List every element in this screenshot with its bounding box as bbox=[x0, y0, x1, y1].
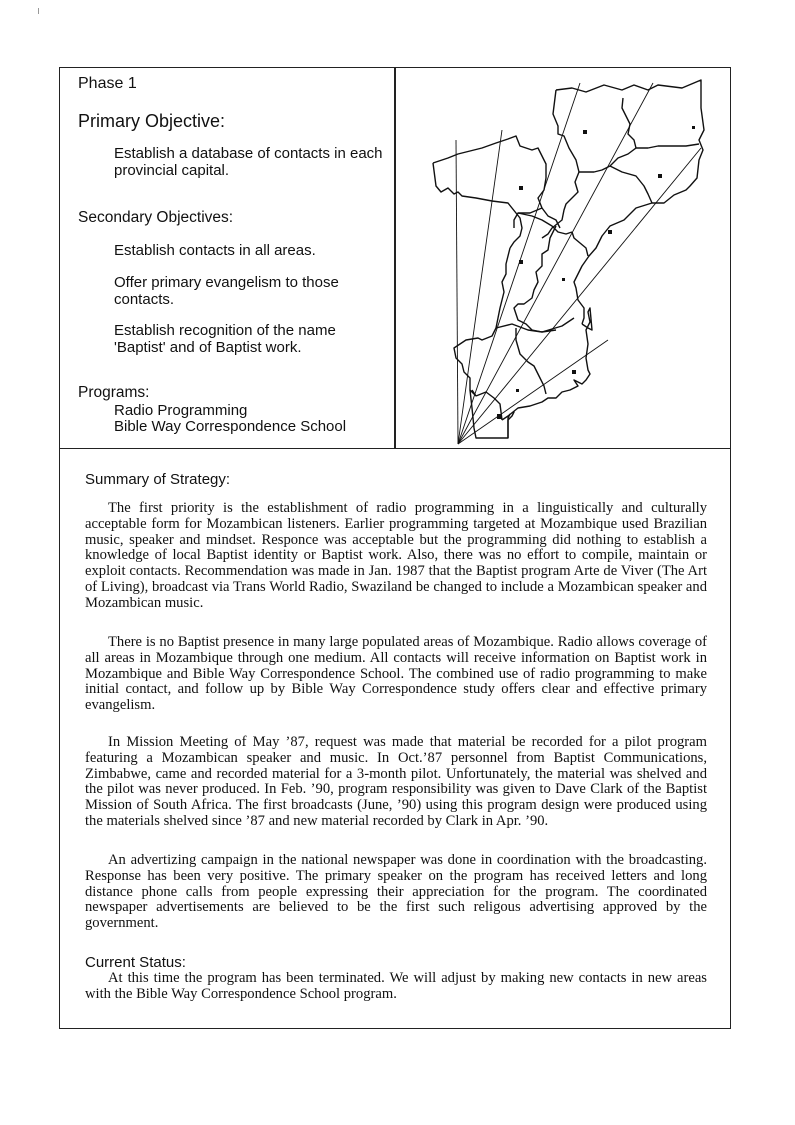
primary-objective-text: Establish a database of contacts in each provincial capital. bbox=[114, 145, 383, 179]
mozambique-map bbox=[396, 68, 730, 448]
objectives-panel bbox=[60, 68, 396, 448]
current-status-heading: Current Status: bbox=[85, 954, 186, 971]
programs-heading: Programs: bbox=[78, 384, 150, 401]
phase-overview-section bbox=[60, 68, 730, 449]
document-frame bbox=[59, 67, 731, 1029]
current-status-text: At this time the program has been terminated. We will adjust by making new contacts in new areas with the Bible Way Correspondence School program. bbox=[85, 970, 707, 1002]
primary-objective-heading: Primary Objective: bbox=[78, 111, 226, 131]
map-figure bbox=[396, 68, 730, 448]
phase-title: Phase 1 bbox=[78, 75, 137, 92]
summary-heading: Summary of Strategy: bbox=[85, 471, 231, 488]
summary-paragraph: There is no Baptist presence in many large populated areas of Mozambique. Radio allows coverage of all areas in Mozambique through one medium. All contacts will receive information on Baptist work in Mozambique and Bible Way Correspondence School. The combined use of radio programming to make initial contact, and follow up by Bible Way Correspondence study offers clear and effective primary evangelism. bbox=[85, 634, 707, 714]
program-item: Radio Programming bbox=[114, 402, 248, 419]
page-mark bbox=[38, 8, 39, 14]
secondary-objectives-heading: Secondary Objectives: bbox=[78, 209, 234, 226]
summary-paragraph: In Mission Meeting of May ’87, request was made that material be recorded for a pilot program featuring a Mozambican speaker and music. In Oct.’87 personnel from Baptist Communications, Zimbabwe, came and recorded material for a 3-month pilot. Unfortunately, the material was shelved and the pilot was never produced. In Feb. ’90, program responsibility was given to Dave Clark of the Baptist Mission of South Africa. The first broadcasts (June, ’90) using this program design were produced using the materials shelved since ’87 and new material recorded by Clark in Apr. ’90. bbox=[85, 734, 707, 829]
secondary-objective-item: Establish contacts in all areas. bbox=[114, 242, 316, 259]
secondary-objective-item: Offer primary evangelism to those contacts. bbox=[114, 274, 339, 308]
summary-paragraph: An advertizing campaign in the national newspaper was done in coordination with the broadcasting. Response has been very positive. The primary speaker on the program has received letters and long distance phone calls from people expressing their appreciation for the program. The coordinated newspaper advertisements are believed to be the first such religous advertising approved by the government. bbox=[85, 852, 707, 932]
secondary-objective-item: Establish recognition of the name 'Baptist' and of Baptist work. bbox=[114, 322, 336, 356]
strategy-section bbox=[60, 449, 730, 1029]
program-item: Bible Way Correspondence School bbox=[114, 418, 347, 435]
summary-paragraph: The first priority is the establishment of radio programming in a linguistically and culturally acceptable form for Mozambican listeners. Earlier programming targeted at Mozambique used Brazilian music, speaker and mindset. Responce was acceptable but the programming did nothing to establish a knowledge of local Baptist identity or Baptist work. Also, there was no effort to compile, maintain or exploit contacts. Recommendation was made in Jan. 1987 that the Baptist program Arte de Viver (The Art of Living), broadcast via Trans World Radio, Swaziland be changed to include a Mozambican speaker and Mozambican music. bbox=[85, 500, 707, 611]
